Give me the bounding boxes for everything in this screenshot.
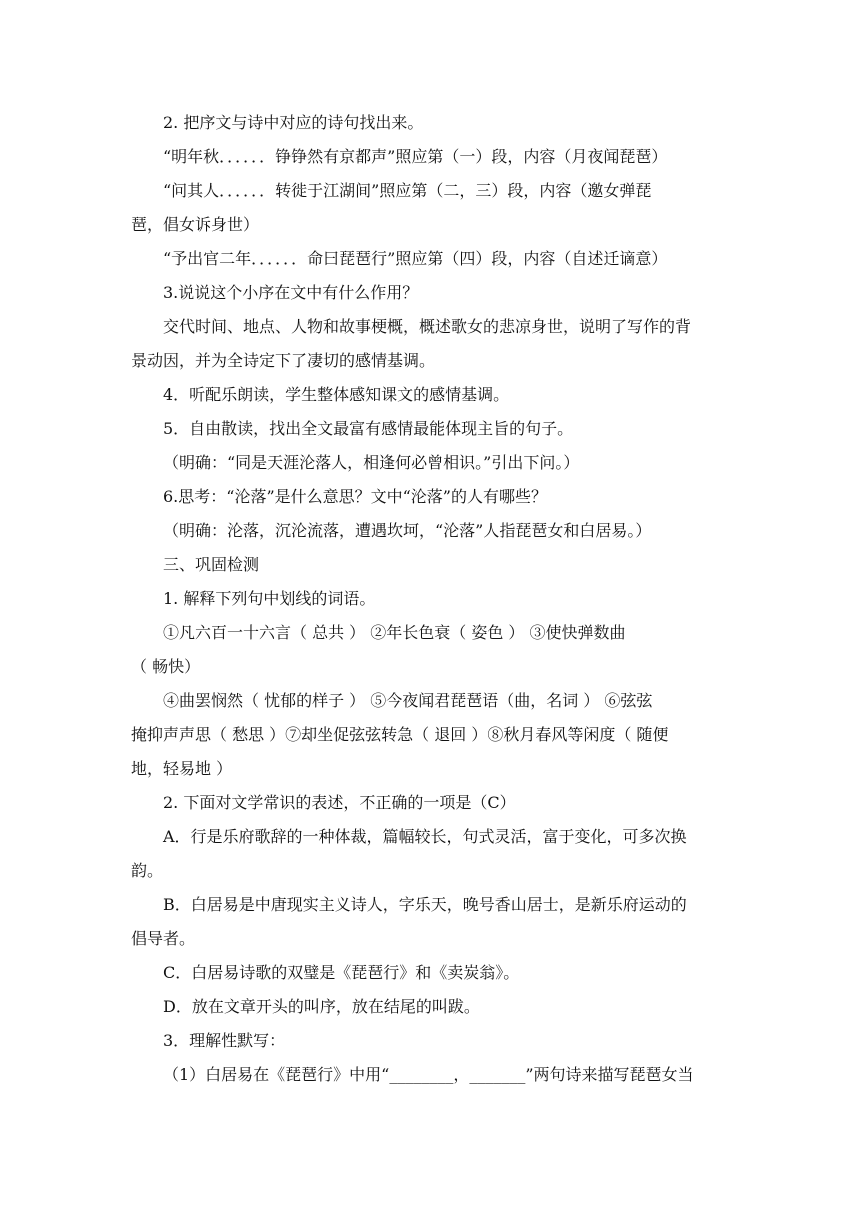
text-line: “问其人．．．．．．转徙于江湖间”照应第（二，三）段，内容（邀女弹琵 xyxy=(163,181,652,200)
text-line: 3．理解性默写： xyxy=(163,1031,286,1050)
text-line: 2. 把序文与诗中对应的诗句找出来。 xyxy=(163,113,424,132)
text-line: B．白居易是中唐现实主义诗人，字乐天，晚号香山居士，是新乐府运动的 xyxy=(163,895,687,914)
section-heading: 三、巩固检测 xyxy=(163,555,260,574)
text-line: ④曲罢悯然（ 忧郁的样子 ） ⑤今夜闻君琵琶语（曲，名词 ） ⑥弦弦 xyxy=(163,691,653,710)
text-line: 倡导者。 xyxy=(131,929,196,948)
text-line: （明确：“同是天涯沦落人，相逢何必曾相识。”引出下问。） xyxy=(163,453,580,472)
text-line: “明年秋．．．．．．铮铮然有京都声”照应第（一）段，内容（月夜闻琵琶） xyxy=(163,147,668,166)
text-line: 景动因，并为全诗定下了凄切的感情基调。 xyxy=(131,351,436,370)
text-line: 4．听配乐朗读，学生整体感知课文的感情基调。 xyxy=(163,385,510,404)
text-line: 交代时间、地点、人物和故事梗概，概述歌女的悲凉身世，说明了写作的背 xyxy=(163,317,692,336)
text-line: 5．自由散读，找出全文最富有感情最能体现主旨的句子。 xyxy=(163,419,574,438)
text-line: （1）白居易在《琵琶行》中用“________，_______”两句诗来描写琵琶女当 xyxy=(163,1065,694,1084)
text-line: 6.思考：“沦落”是什么意思？文中“沦落”的人有哪些？ xyxy=(163,487,547,506)
document-body xyxy=(131,106,731,1092)
text-line: （ 畅快） xyxy=(131,657,201,676)
text-line: 琶，倡女诉身世） xyxy=(131,215,260,234)
text-line: 掩抑声声思（ 愁思 ）⑦却坐促弦弦转急（ 退回 ）⑧秋月春风等闲度（ 随便 xyxy=(131,725,669,744)
text-line: 1. 解释下列句中划线的词语。 xyxy=(163,589,376,608)
text-line: “予出官二年．．．．．．命曰琵琶行”照应第（四）段，内容（自述迁谪意） xyxy=(163,249,668,268)
text-line: D．放在文章开头的叫序，放在结尾的叫跋。 xyxy=(163,997,480,1016)
text-line: 2. 下面对文学常识的表述，不正确的一项是（C） xyxy=(163,793,516,812)
text-line: （明确：沦落，沉沦流落，遭遇坎坷，“沦落”人指琵琶女和白居易。） xyxy=(163,521,652,540)
text-line: C．白居易诗歌的双璧是《琵琶行》和《卖炭翁》。 xyxy=(163,963,520,982)
text-line: 3.说说这个小序在文中有什么作用？ xyxy=(163,283,419,302)
text-line: A．行是乐府歌辞的一种体裁，篇幅较长，句式灵活，富于变化，可多次换 xyxy=(163,827,687,846)
text-line: 地，轻易地 ） xyxy=(131,759,233,778)
text-line: 韵。 xyxy=(131,861,164,880)
text-line: ①凡六百一十六言（ 总共 ） ②年长色衰（ 姿色 ） ③使快弹数曲 xyxy=(163,623,626,642)
